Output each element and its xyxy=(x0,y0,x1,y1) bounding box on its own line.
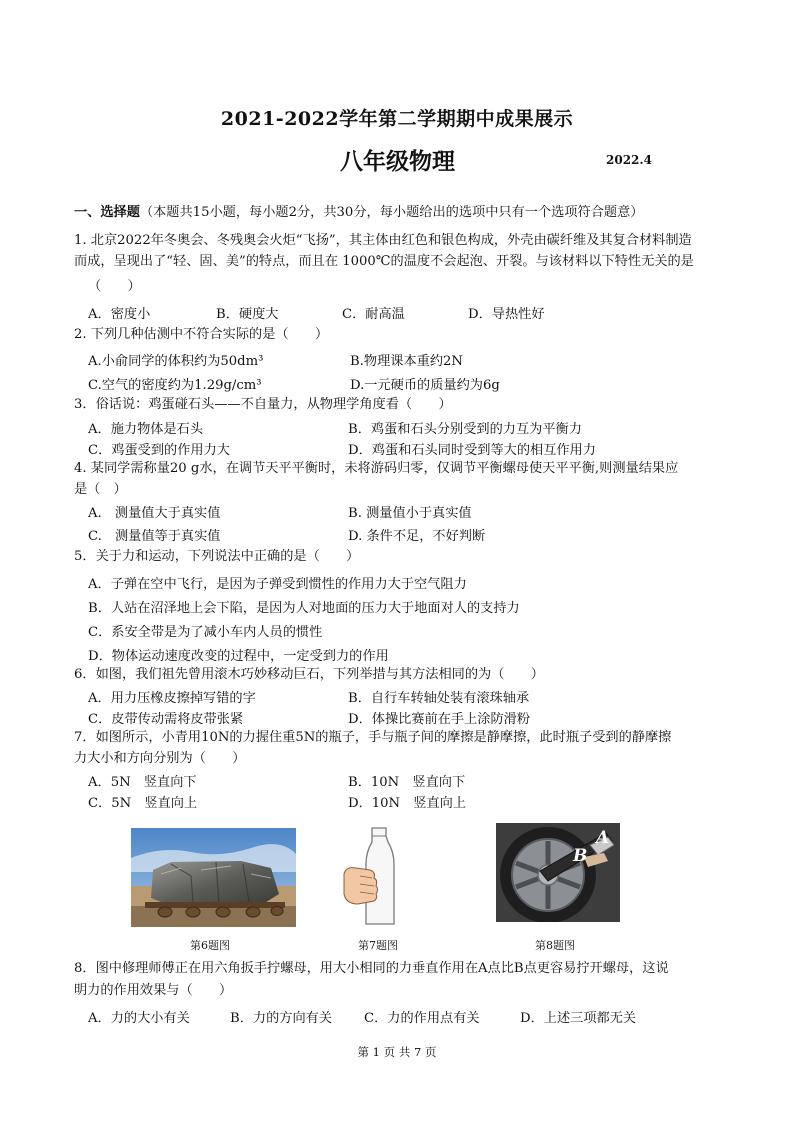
q6-option-a: A．用力压橡皮擦掉写错的字 xyxy=(88,691,256,706)
bottle-icon xyxy=(338,826,408,928)
q1-option-b: B．硬度大 xyxy=(216,307,279,322)
q4-stem-line-1: 4. 某同学需称量20 g水，在调节天平平衡时，未将游码归零，仅调节平衡螺母使天平平衡,则测量结果应 xyxy=(74,461,679,476)
q8-option-c: C．力的作用点有关 xyxy=(364,1011,480,1026)
q3-option-b: B．鸡蛋和石头分别受到的力互为平衡力 xyxy=(348,422,582,437)
figure-8-label-b: B xyxy=(573,846,588,866)
q3-option-d: D．鸡蛋和石头同时受到等大的相互作用力 xyxy=(348,443,596,458)
q1-option-d: D．导热性好 xyxy=(468,307,545,322)
exam-subject: 八年级物理 xyxy=(340,148,455,175)
figure-8-caption: 第8题图 xyxy=(535,939,575,952)
q2-stem: 2. 下列几种估测中不符合实际的是（ ） xyxy=(74,327,329,342)
q3-stem: 3．俗话说：鸡蛋碰石头——不自量力，从物理学角度看（ ） xyxy=(74,397,452,412)
q6-option-c: C．皮带传动需将皮带张紧 xyxy=(88,712,244,727)
q2-option-b: B.物理课本重约2N xyxy=(350,354,463,369)
q7-option-c: C．5N 竖直向上 xyxy=(88,796,198,811)
q4-option-c: C. 测量值等于真实值 xyxy=(88,529,221,544)
figure-7-caption: 第7题图 xyxy=(358,939,398,952)
stone-on-rollers-photo xyxy=(131,828,296,927)
stone-on-rollers-icon xyxy=(131,828,296,927)
q2-option-d: D.一元硬币的质量约为6g xyxy=(350,378,500,393)
q1-stem-line-3: （ ） xyxy=(88,279,141,294)
q8-stem-line-1: 8．图中修理师傅正在用六角扳手拧螺母，用大小相同的力垂直作用在A点比B点更容易拧开螺母，这说 xyxy=(74,961,669,976)
bottle-in-hand-drawing xyxy=(338,826,408,928)
figure-6-caption: 第6题图 xyxy=(190,939,230,952)
q1-stem-line-2: 而成，呈现出了“轻、固、美”的特点，而且在 1000℃的温度不会起泡、开裂。与该材料以下特性无关的是 xyxy=(74,254,694,269)
q1-stem-line-1: 1. 北京2022年冬奥会、冬残奥会火炬“飞扬”，其主体由红色和银色构成，外壳由碳纤维及其复合材料制造 xyxy=(74,233,692,248)
q4-option-d: D. 条件不足，不好判断 xyxy=(348,529,486,544)
q4-stem-line-2: 是（ ） xyxy=(74,482,127,497)
exam-date: 2022.4 xyxy=(606,153,652,167)
q8-option-a: A．力的大小有关 xyxy=(88,1011,190,1026)
q3-option-a: A．施力物体是石头 xyxy=(88,422,204,437)
exam-title: 2021-2022学年第二学期期中成果展示 xyxy=(220,108,574,130)
q1-option-c: C．耐高温 xyxy=(342,307,405,322)
q1-option-a: A．密度小 xyxy=(88,307,151,322)
section-note: （本题共15小题，每小题2分，共30分，每小题给出的选项中只有一个选项符合题意） xyxy=(139,205,644,220)
q6-option-d: D．体操比赛前在手上涂防滑粉 xyxy=(348,712,531,727)
q5-option-b: B．人站在沼泽地上会下陷，是因为人对地面的压力大于地面对人的支持力 xyxy=(88,601,520,616)
q5-option-a: A．子弹在空中飞行，是因为子弹受到惯性的作用力大于空气阻力 xyxy=(88,577,467,592)
q6-stem: 6．如图，我们祖先曾用滚木巧妙移动巨石，下列举措与其方法相同的为（ ） xyxy=(74,667,544,682)
q7-stem-line-1: 7．如图所示，小青用10N的力握住重5N的瓶子，手与瓶子间的摩擦是静摩擦，此时瓶子受到的静摩擦 xyxy=(74,730,672,745)
section-heading xyxy=(74,204,643,222)
q6-option-b: B．自行车转轴处装有滚珠轴承 xyxy=(348,691,530,706)
q5-stem: 5．关于力和运动，下列说法中正确的是（ ） xyxy=(74,549,360,564)
q8-option-d: D．上述三项都无关 xyxy=(520,1011,637,1026)
q5-option-d: D．物体运动速度改变的过程中，一定受到力的作用 xyxy=(88,649,389,664)
figure-8-label-a: A xyxy=(596,828,610,848)
q4-option-a: A. 测量值大于真实值 xyxy=(88,506,221,521)
q2-option-a: A.小俞同学的体积约为50dm³ xyxy=(88,354,264,369)
q7-option-b: B．10N 竖直向下 xyxy=(348,775,466,790)
q8-option-b: B．力的方向有关 xyxy=(230,1011,333,1026)
q3-option-c: C．鸡蛋受到的作用力大 xyxy=(88,443,230,458)
q7-stem-line-2: 力大小和方向分别为（ ） xyxy=(74,751,246,766)
q7-option-d: D．10N 竖直向上 xyxy=(348,796,467,811)
section-title: 一、选择题 xyxy=(74,205,140,220)
q4-option-b: B. 测量值小于真实值 xyxy=(348,506,472,521)
q7-option-a: A．5N 竖直向下 xyxy=(88,775,197,790)
page-footer: 第 1 页 共 7 页 xyxy=(357,1045,437,1059)
q2-option-c: C.空气的密度约为1.29g/cm³ xyxy=(88,378,262,393)
q8-stem-line-2: 明力的作用效果与（ ） xyxy=(74,983,233,998)
q5-option-c: C．系安全带是为了减小车内人员的惯性 xyxy=(88,625,323,640)
